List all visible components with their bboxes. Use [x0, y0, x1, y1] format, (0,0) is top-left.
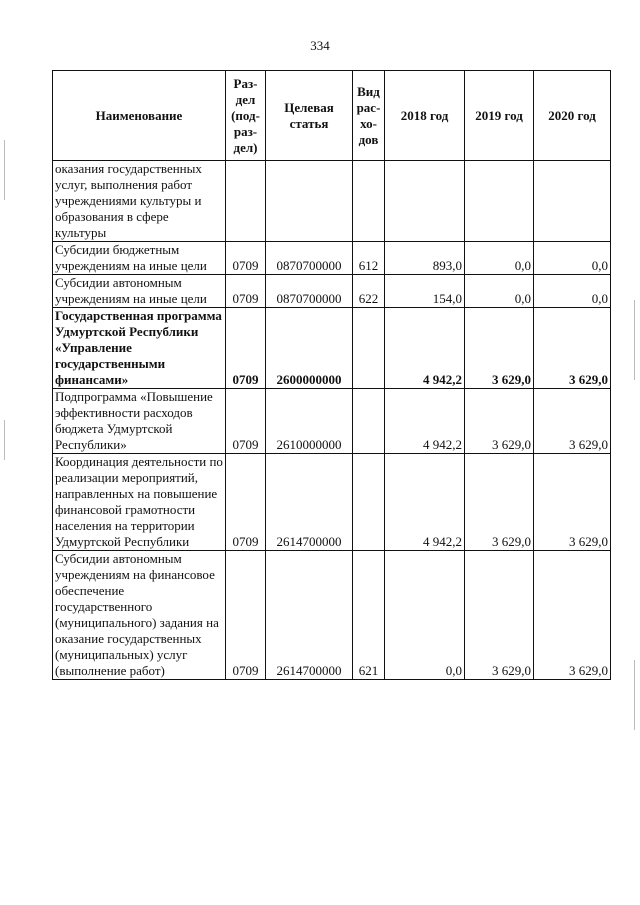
cell-target: 2614700000: [266, 454, 353, 551]
cell-expense: 622: [353, 275, 385, 308]
table-header-row: [53, 71, 611, 161]
cell-2020: 0,0: [534, 242, 611, 275]
cell-2018: [385, 161, 465, 242]
cell-2020: 0,0: [534, 275, 611, 308]
scan-edge-mark: [634, 660, 635, 730]
cell-name: оказания государственных услуг, выполнения работ учреждениями культуры и образования в сфере культуры: [53, 161, 226, 242]
table-row: [53, 275, 611, 308]
cell-2018: 154,0: [385, 275, 465, 308]
cell-target: 0870700000: [266, 275, 353, 308]
cell-name: Субсидии автономным учреждениям на финансовое обеспечение государственного (муниципального) задания на оказание государственных (муниципальных) услуг (выполнение работ): [53, 551, 226, 680]
cell-2018: 4 942,2: [385, 454, 465, 551]
cell-2019: 3 629,0: [465, 308, 534, 389]
cell-2019: [465, 161, 534, 242]
header-expense: Вид рас- хо- дов: [353, 71, 385, 161]
cell-target: [266, 161, 353, 242]
cell-2020: 3 629,0: [534, 551, 611, 680]
cell-expense: [353, 308, 385, 389]
cell-section: 0709: [226, 389, 266, 454]
cell-2018: 4 942,2: [385, 389, 465, 454]
page-number: 334: [310, 38, 330, 53]
cell-expense: 621: [353, 551, 385, 680]
cell-section: 0709: [226, 551, 266, 680]
cell-section: 0709: [226, 275, 266, 308]
header-2018: 2018 год: [385, 71, 465, 161]
cell-2020: 3 629,0: [534, 389, 611, 454]
budget-table: [52, 70, 611, 680]
cell-name: Субсидии автономным учреждениям на иные цели: [53, 275, 226, 308]
scan-edge-mark: [634, 300, 635, 380]
cell-name: Субсидии бюджетным учреждениям на иные цели: [53, 242, 226, 275]
cell-target: 2614700000: [266, 551, 353, 680]
scan-edge-mark: [4, 140, 5, 200]
cell-expense: [353, 389, 385, 454]
header-target: Целевая статья: [266, 71, 353, 161]
cell-2019: 3 629,0: [465, 551, 534, 680]
cell-2018: 0,0: [385, 551, 465, 680]
table-row: [53, 551, 611, 680]
cell-2018: 4 942,2: [385, 308, 465, 389]
cell-name: Подпрограмма «Повышение эффективности расходов бюджета Удмуртской Республики»: [53, 389, 226, 454]
scan-edge-mark: [4, 420, 5, 460]
cell-target: 2610000000: [266, 389, 353, 454]
cell-target: 2600000000: [266, 308, 353, 389]
table-row: [53, 454, 611, 551]
cell-2019: 3 629,0: [465, 389, 534, 454]
cell-expense: [353, 454, 385, 551]
cell-2020: 3 629,0: [534, 454, 611, 551]
header-2020: 2020 год: [534, 71, 611, 161]
cell-2019: 3 629,0: [465, 454, 534, 551]
cell-2018: 893,0: [385, 242, 465, 275]
cell-target: 0870700000: [266, 242, 353, 275]
table-row: [53, 161, 611, 242]
cell-section: 0709: [226, 242, 266, 275]
cell-2020: 3 629,0: [534, 308, 611, 389]
cell-expense: [353, 161, 385, 242]
header-name: Наименование: [53, 71, 226, 161]
cell-2019: 0,0: [465, 242, 534, 275]
cell-2020: [534, 161, 611, 242]
table-row: [53, 389, 611, 454]
cell-expense: 612: [353, 242, 385, 275]
cell-2019: 0,0: [465, 275, 534, 308]
cell-section: 0709: [226, 308, 266, 389]
cell-name: Государственная программа Удмуртской Республики «Управление государственными финансами»: [53, 308, 226, 389]
cell-section: 0709: [226, 454, 266, 551]
header-2019: 2019 год: [465, 71, 534, 161]
cell-section: [226, 161, 266, 242]
header-section: Раз- дел (под- раз- дел): [226, 71, 266, 161]
table-row: [53, 242, 611, 275]
table-row: [53, 308, 611, 389]
cell-name: Координация деятельности по реализации мероприятий, направленных на повышение финансовой грамотности населения на территории Удмуртской Республики: [53, 454, 226, 551]
